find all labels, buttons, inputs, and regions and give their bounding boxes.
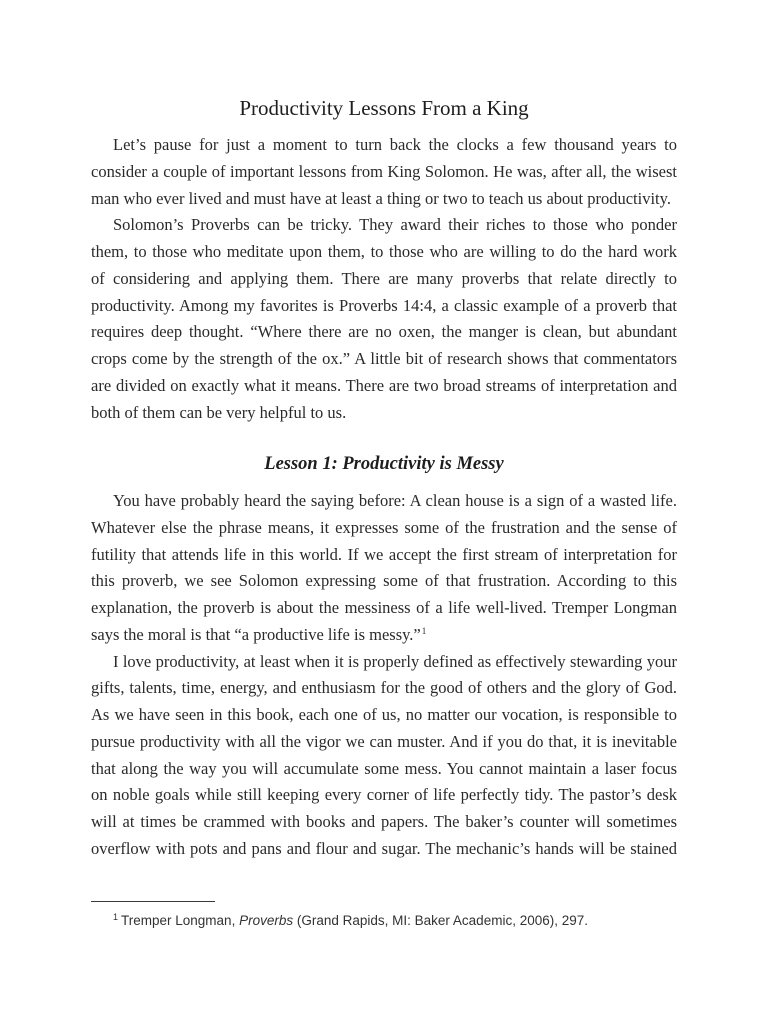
footnote-details: (Grand Rapids, MI: Baker Academic, 2006), 297.	[293, 913, 588, 928]
text-line: requires deep thought. “Where there are no oxen, the manger is clean, but abundant	[91, 322, 677, 342]
text-line: crops come by the strength of the ox.” A little bit of research shows that commentators	[91, 349, 677, 368]
section-lesson-1	[91, 488, 677, 863]
footnote	[113, 912, 588, 931]
text-line: futility that attends life in this world. If we accept the first stream of interpretation for	[91, 544, 677, 564]
footnote-rule	[91, 901, 215, 902]
text-line: this proverb, we see Solomon expressing some of that frustration. According to this	[91, 571, 677, 591]
text-line: As we have seen in this book, each one of us, no matter our vocation, is responsible to	[91, 705, 677, 724]
text-line: will at times be crammed with books and papers. The baker’s counter will sometimes	[91, 812, 677, 831]
text-line: explanation, the proverb is about the messiness of a life well-lived. Tremper Longman	[91, 598, 677, 617]
text-line: overflow with pots and pans and flour and sugar. The mechanic’s hands will be stained	[91, 838, 677, 858]
page-title: Productivity Lessons From a King	[239, 96, 529, 120]
text-line: pursue productivity with all the vigor we can muster. And if you do that, it is inevitable	[91, 731, 677, 751]
text-line: gifts, talents, time, energy, and enthusiasm for the good of others and the glory of God.	[91, 678, 677, 698]
text-line: of considering and applying them. There are many proverbs that relate directly to	[91, 268, 677, 288]
footnote-ref: 1	[421, 625, 427, 636]
line-text: says the moral is that “a productive life is messy.”	[91, 624, 421, 644]
paragraph	[91, 132, 677, 212]
footnote-book-title: Proverbs	[239, 913, 294, 928]
text-line: that along the way you will accumulate some mess. You cannot maintain a laser focus	[91, 758, 677, 778]
text-line: on noble goals while still keeping every corner of life perfectly tidy. The pastor’s desk	[91, 785, 677, 805]
text-line: Let’s pause for just a moment to turn back the clocks a few thousand years to	[113, 135, 677, 154]
text-line: productivity. Among my favorites is Proverbs 14:4, a classic example of a proverb that	[91, 295, 677, 315]
text-line: consider a couple of important lessons from King Solomon. He was, after all, the wisest	[91, 161, 677, 181]
text-line: both of them can be very helpful to us.	[91, 402, 347, 422]
section-intro	[91, 132, 677, 426]
text-line: I love productivity, at least when it is properly defined as effectively stewarding your	[113, 651, 677, 671]
text-line: are divided on exactly what it means. There are two broad streams of interpretation and	[91, 375, 677, 395]
text-line: Whatever else the phrase means, it expresses some of the frustration and the sense of	[91, 517, 677, 537]
text-line: Solomon’s Proverbs can be tricky. They award their riches to those who ponder	[113, 215, 677, 235]
paragraph	[91, 649, 677, 863]
section-heading: Lesson 1: Productivity is Messy	[264, 454, 504, 474]
footnote-marker: 1	[113, 912, 119, 922]
paragraph	[91, 488, 677, 649]
text-line: them, to those who meditate upon them, to those who are willing to do the hard work	[91, 242, 677, 261]
footnote-author: Tremper Longman,	[121, 913, 240, 928]
text-line: You have probably heard the saying before: A clean house is a sign of a wasted life.	[113, 491, 677, 510]
text-line: man who ever lived and must have at least a thing or two to teach us about productivity.	[91, 188, 671, 208]
paragraph	[91, 212, 677, 426]
text-line	[91, 622, 677, 649]
